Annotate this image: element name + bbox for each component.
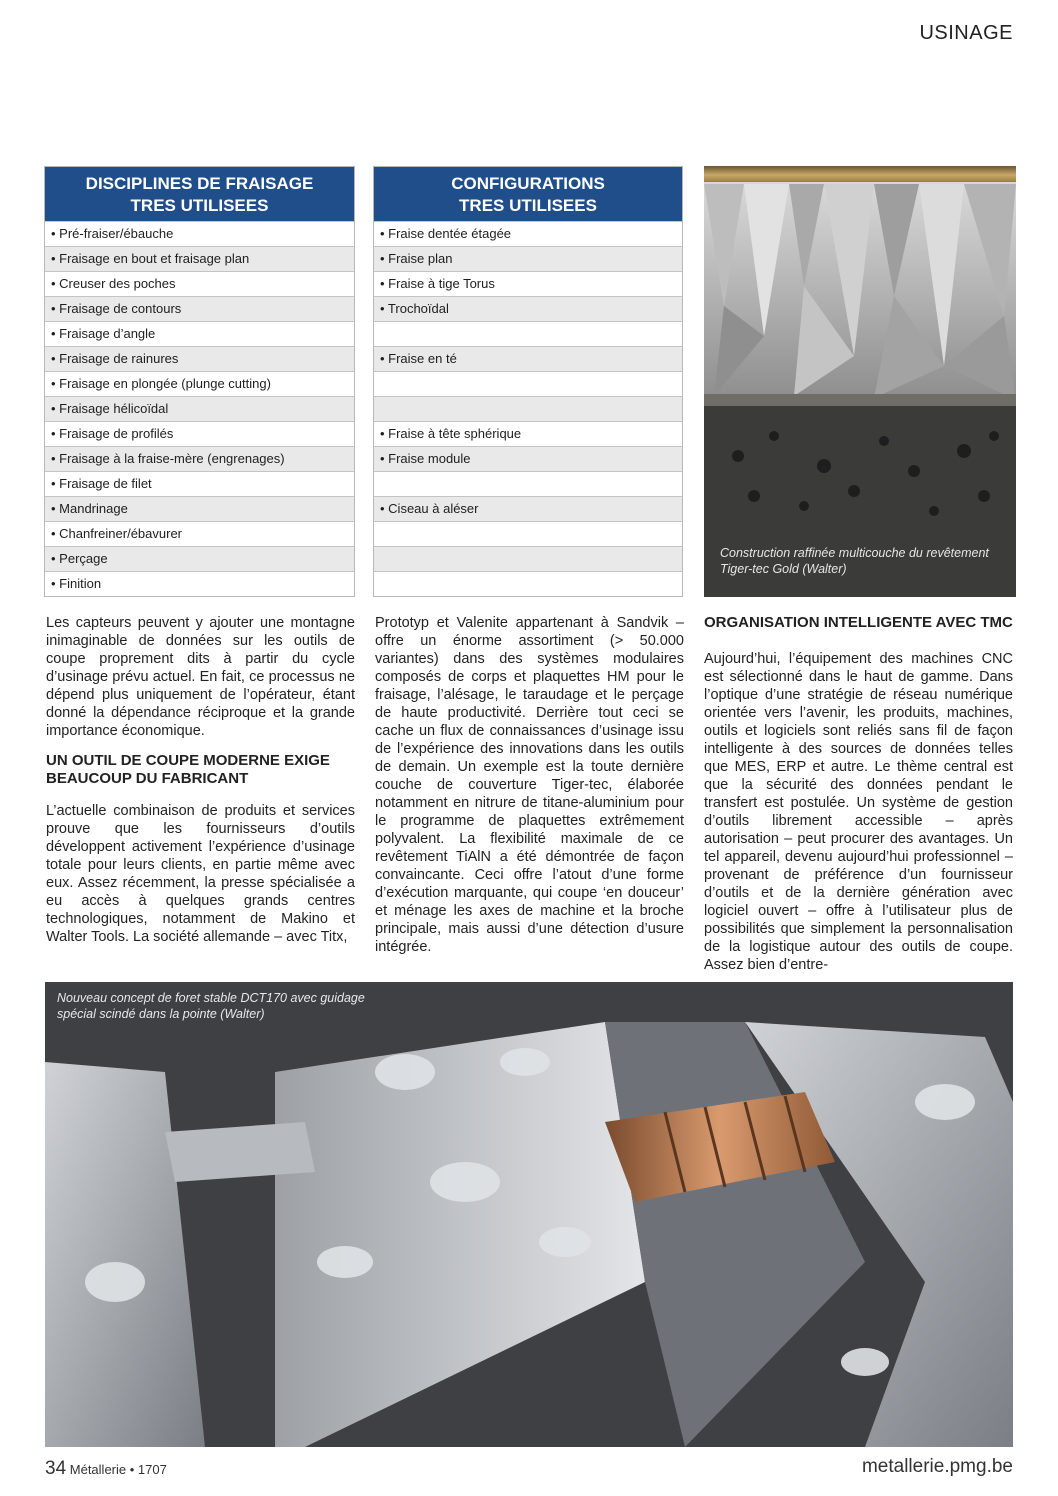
table-title-line2: TRES UTILISEES	[459, 196, 597, 215]
table-row: • Fraisage d’angle	[45, 321, 354, 346]
table-row	[374, 371, 682, 396]
section-tag: USINAGE	[919, 22, 1013, 44]
table-row: • Fraisage de contours	[45, 296, 354, 321]
table-row: • Fraisage de filet	[45, 471, 354, 496]
table-row: • Perçage	[45, 546, 354, 571]
page-number: 34	[45, 1458, 67, 1479]
table-row: • Fraisage de profilés	[45, 421, 354, 446]
table-row: • Fraise en té	[374, 346, 682, 371]
micrograph-illustration	[704, 166, 1016, 597]
table-row: • Fraisage en plongée (plunge cutting)	[45, 371, 354, 396]
section-heading: ORGANISATION INTELLIGENTE AVEC TMC	[704, 614, 1013, 631]
table-header	[45, 167, 354, 221]
table-row: • Fraisage de rainures	[45, 346, 354, 371]
table-row: • Fraisage hélicoïdal	[45, 396, 354, 421]
table-row	[374, 546, 682, 571]
drill-machining-photo	[45, 982, 1013, 1447]
photo-caption: Construction raffinée multicouche du revêtement Tiger-tec Gold (Walter)	[720, 546, 989, 576]
table-row: • Finition	[45, 571, 354, 596]
table-row: • Fraise dentée étagée	[374, 221, 682, 246]
table-row: • Trochoïdal	[374, 296, 682, 321]
coating-micrograph-photo	[704, 166, 1016, 597]
machining-illustration	[45, 982, 1013, 1447]
footer-website-link[interactable]: metallerie.pmg.be	[861, 1456, 1013, 1477]
table-milling-disciplines	[44, 166, 355, 597]
table-row	[374, 321, 682, 346]
paragraph: L’actuelle combinaison de produits et services prouve que les fournisseurs d’outils développent activement l’expérience d’usinage totale pour leurs clients, en partie même avec eux. Assez récemment, la presse spécialisée a eu accès à quelques grands centres technologiques, notamment de Makino et Walter Tools. La société allemande – avec Titx,	[46, 803, 355, 945]
table-row	[374, 521, 682, 546]
table-row: • Fraise module	[374, 446, 682, 471]
table-row: • Pré-fraiser/ébauche	[45, 221, 354, 246]
table-row: • Creuser des poches	[45, 271, 354, 296]
magazine-issue: Métallerie • 1707	[69, 1462, 167, 1477]
table-row: • Chanfreiner/ébavurer	[45, 521, 354, 546]
table-row: • Fraisage à la fraise-mère (engrenages)	[45, 446, 354, 471]
table-row: • Ciseau à aléser	[374, 496, 682, 521]
table-row	[374, 471, 682, 496]
paragraph: Les capteurs peuvent y ajouter une montagne inimaginable de données sur les outils de coupe proprement dits à partir du cycle d’usinage prévu actuel. En fait, ce processus ne dépend plus uniquement de l’opérateur, étant donné la dépendance réciproque et la grande importance économique.	[46, 615, 355, 739]
article-column-3	[704, 614, 1013, 986]
table-row: • Fraise à tige Torus	[374, 271, 682, 296]
table-configurations	[373, 166, 683, 597]
table-row: • Fraise plan	[374, 246, 682, 271]
table-row: • Mandrinage	[45, 496, 354, 521]
section-heading: UN OUTIL DE COUPE MODERNE EXIGE BEAUCOUP DU FABRICANT	[46, 752, 330, 787]
article-column-1	[46, 614, 355, 958]
table-header	[374, 167, 682, 221]
photo-caption: Nouveau concept de foret stable DCT170 avec guidage spécial scindé dans la pointe (Walter)	[57, 991, 365, 1021]
table-row: • Fraisage en bout et fraisage plan	[45, 246, 354, 271]
footer-left	[45, 1458, 167, 1480]
table-title-line1: CONFIGURATIONS	[451, 174, 605, 193]
table-title-line1: DISCIPLINES DE FRAISAGE	[85, 174, 314, 193]
table-title-line2: TRES UTILISEES	[130, 196, 269, 215]
table-row: • Fraise à tête sphérique	[374, 421, 682, 446]
paragraph: Aujourd’hui, l’équipement des machines CNC est sélectionné dans le haut de gamme. Dans l’optique d’une stratégie de réseau numérique orientée vers l’avenir, les produits, machines, outils et logiciels sont reliés sans fil de façon intelligente à des sources de données telles que MES, ERP et autre. Le thème central est que la sécurité des données pendant le transfert est postulée. Un système de gestion d’outils librement accessible – après autorisation – peut procurer des avantages. Un tel appareil, devenu aujourd’hui professionnel – provenant de préférence d’un fournisseur d’outils et de la dernière génération avec logiciel ouvert – offre à l’utilisateur plus de possibilités que simplement la personnalisation de la logistique autour des outils de coupe. Assez bien d’entre-	[704, 651, 1013, 973]
table-row	[374, 571, 682, 596]
paragraph: Prototyp et Valenite appartenant à Sandvik – offre un énorme assortiment (> 50.000 variantes) dans des systèmes modulaires composés de corps et plaquettes HM pour le fraisage, l’alésage, le taraudage et le perçage de haute productivité. Derrière tout ceci se cache un flux de connaissances d’usinage issu de l’expérience des innovations dans les outils de demain. Un exemple est la toute dernière couche de couverture Tiger-tec, élaborée notamment en nitrure de titane-aluminium pour le programme de plaquettes extrêmement polyvalent. La flexibilité maximale de ce revêtement TiAlN a été démontrée de façon convaincante. Ceci offre l’atout d’une forme d’exécution marquante, qui coupe ‘en douceur’ et ménage les axes de machine et la broche principale, mais aussi d’une détection d’usure intégrée.	[375, 615, 684, 955]
table-row	[374, 396, 682, 421]
article-column-2	[375, 614, 684, 968]
